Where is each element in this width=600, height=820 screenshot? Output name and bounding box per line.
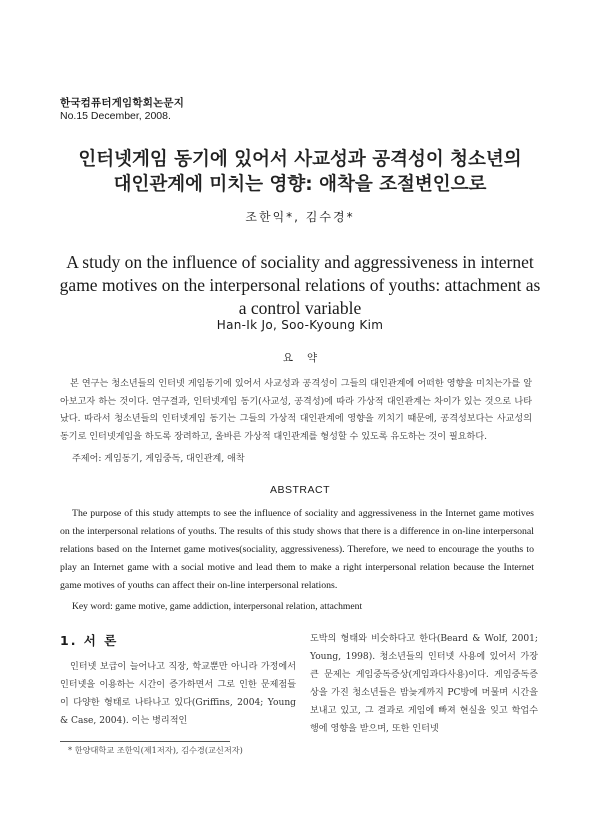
english-authors: Han-Ik Jo, Soo-Kyoung Kim xyxy=(216,318,384,332)
footnote: * 한양대학교 조한익(제1저자), 김수경(교신저자) xyxy=(68,745,243,755)
korean-abstract-text: 본 연구는 청소년들의 인터넷 게임동기에 있어서 사교성과 공격성이 그들의 대인관계에 어떠한 영향을 미치는가를 알아보고자 하는 것이다. 연구결과, 인터넷게임 동기(사교성, 공격성)에 따라 가상적 대인관계는 차이가 있는 것으로 나타났다. 따라서 청소년들의 인터넷게임 동기는 그들의 가상적 대인관계에 영향을 끼치기 때문에, 공격성보다는 사교성의 동기로 인터넷게임을 하도록 장려하고, 올바른 가상적 대인관계를 형성할 수 있도록 유도하는 것이 필요하다. xyxy=(60,379,532,442)
korean-title-line-2: 대인관계에 미치는 영향: 애착을 조절변인으로 xyxy=(113,174,487,195)
korean-abstract-heading: 요약 xyxy=(282,352,332,364)
journal-issue: No.15 December, 2008. xyxy=(60,110,171,122)
english-abstract-text: The purpose of this study attempts to see the influence of sociality and aggressiveness in the Internet game motives on the interpersonal relations of youths. The results of this study shows that there is a difference in on-line interpersonal relations based on the Internet game motives(sociality, aggressiveness). Therefore, we need to encourage the youths to play an Internet game with a social motive and lead them to make a right interpersonal relation because the Internet game motives of youths can affect their on-line interpersonal relations. xyxy=(60,508,534,591)
footnote-divider xyxy=(60,741,230,742)
journal-name: 한국컴퓨터게임학회논문지 xyxy=(60,97,185,109)
english-abstract-heading: ABSTRACT xyxy=(269,484,330,496)
body-column-right: 도박의 형태와 비슷하다고 한다(Beard & Wolf, 2001; Young, 1998). 청소년들의 인터넷 사용에 있어서 가장 큰 문제는 게임중독증상(게임과다사용)이다. 게임중독증상을 가진 청소년들은 밤늦게까지 PC방에 머물며 시간을 보내고 있고, 그 결과로 게임에 빠져 현실을 잊고 학업수행에 영향을 받으며, 또한 인터넷 xyxy=(310,634,538,734)
korean-keywords: 주제어: 게임동기, 게임중독, 대인관계, 애착 xyxy=(72,454,245,464)
korean-title-line-1: 인터넷게임 동기에 있어서 사교성과 공격성이 청소년의 xyxy=(78,149,522,170)
korean-authors: 조한익*, 김수경* xyxy=(245,210,355,224)
section-heading-introduction: 1. 서 론 xyxy=(60,633,119,648)
english-title: A study on the influence of sociality and aggressiveness in internet game motives on the interpersonal relations of youths: attachment as a control variable xyxy=(59,252,541,318)
korean-title xyxy=(30,147,570,197)
journal-header xyxy=(60,97,184,123)
english-keywords: Key word: game motive, game addiction, interpersonal relation, attachment xyxy=(72,601,363,612)
body-column-left: 인터넷 보급이 늘어나고 직장, 학교뿐만 아니라 가정에서 인터넷을 이용하는 시간이 증가하면서 그로 인한 문제점들이 다양한 형태로 나타나고 있다(Griffins, 2004; Young & Case, 2004). 이는 병리적인 xyxy=(60,662,296,726)
